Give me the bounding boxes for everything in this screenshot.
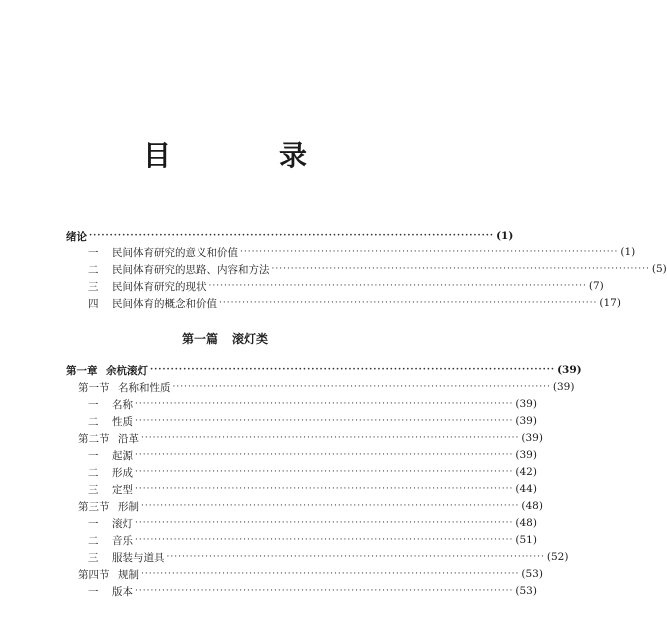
toc-entry-label: 民间体育研究的意义和价值 xyxy=(112,246,238,259)
toc-page-number: (42) xyxy=(515,466,537,478)
toc-page-number: (39) xyxy=(552,381,575,393)
toc-page-number: (1) xyxy=(620,246,636,258)
toc-entry-section[interactable] xyxy=(78,566,543,582)
toc-page-number: (39) xyxy=(515,449,537,461)
toc-page-number: (1) xyxy=(496,230,514,242)
toc-entry-label: 性质 xyxy=(112,415,133,428)
toc-entry-number: 三 xyxy=(88,483,99,496)
toc-entry-label: 形成 xyxy=(112,466,133,479)
toc-entry[interactable] xyxy=(88,278,604,294)
toc-entry[interactable] xyxy=(88,261,667,277)
toc-entry-label: 版本 xyxy=(112,585,133,598)
part-number: 第一篇 xyxy=(181,332,218,346)
toc-leader-dots: ·································································································· xyxy=(135,416,514,426)
toc-entry-section[interactable] xyxy=(78,430,543,446)
toc-entry-number: 二 xyxy=(88,415,99,428)
toc-page-number: (39) xyxy=(557,364,582,376)
toc-entry[interactable] xyxy=(88,295,621,311)
toc-entry-number: 一 xyxy=(88,398,99,411)
toc-entry-chapter[interactable] xyxy=(66,362,582,378)
toc-entry-number: 一 xyxy=(88,449,99,462)
toc-leader-dots: ·································································································· xyxy=(219,298,598,308)
toc-entry-label: 名称 xyxy=(112,398,133,411)
toc-entry-label: 滚灯 xyxy=(112,517,133,530)
toc-leader-dots: ·································································································· xyxy=(135,450,514,460)
toc-page-number: (5) xyxy=(651,263,667,275)
toc-entry-number: 第四节 xyxy=(78,568,110,581)
toc-leader-dots: ·································································································· xyxy=(240,247,619,257)
toc-leader-dots: ·································································································· xyxy=(208,281,587,291)
toc-entry-label: 民间体育的概念和价值 xyxy=(112,297,217,310)
toc-leader-dots: ·································································································· xyxy=(150,365,556,375)
toc-entry-label: 形制 xyxy=(118,500,139,513)
toc-entry-number: 第一章 xyxy=(66,364,98,377)
toc-entry-number: 第二节 xyxy=(78,432,110,445)
toc-entry-number: 一 xyxy=(88,246,99,259)
toc-leader-dots: ·································································································· xyxy=(135,467,514,477)
toc-entry-label: 民间体育研究的思路、内容和方法 xyxy=(112,263,270,276)
toc-entry-number: 三 xyxy=(88,280,99,293)
toc-entry-number: 二 xyxy=(88,534,99,547)
toc-entry-number: 一 xyxy=(88,517,99,530)
toc-entry[interactable] xyxy=(88,244,636,260)
toc-page-number: (52) xyxy=(546,551,569,563)
toc-entry-number: 四 xyxy=(88,297,99,310)
toc-entry-section[interactable] xyxy=(78,379,575,395)
toc-leader-dots: ·································································································· xyxy=(141,501,520,511)
toc-entry-label: 规制 xyxy=(118,568,139,581)
toc-page-number: (53) xyxy=(521,568,543,580)
page-title: 目 录 xyxy=(142,139,347,172)
toc-leader-dots: ·································································································· xyxy=(135,484,514,494)
toc-page-number: (39) xyxy=(515,398,537,410)
toc-entry-label: 起源 xyxy=(112,449,133,462)
toc-page-number: (53) xyxy=(515,585,537,597)
toc-page-number: (39) xyxy=(521,432,543,444)
toc-entry-label: 名称和性质 xyxy=(118,381,171,394)
toc-page-number: (7) xyxy=(588,280,604,292)
toc-entry-label: 服装与道具 xyxy=(112,551,165,564)
toc-entry-label: 绪论 xyxy=(66,230,87,243)
toc-entry-number: 第三节 xyxy=(78,500,110,513)
toc-entry[interactable] xyxy=(88,515,537,531)
toc-entry-number: 第一节 xyxy=(78,381,110,394)
toc-entry[interactable] xyxy=(88,583,537,599)
toc-entry-number: 三 xyxy=(88,551,99,564)
toc-leader-dots: ·································································································· xyxy=(141,433,520,443)
toc-leader-dots: ·································································································· xyxy=(135,518,514,528)
part-heading[interactable] xyxy=(0,330,450,347)
toc-leader-dots: ·································································································· xyxy=(135,535,514,545)
toc-page-number: (51) xyxy=(515,534,537,546)
toc-entry-label: 余杭滚灯 xyxy=(106,364,148,377)
toc-entry[interactable] xyxy=(88,464,537,480)
toc-entry[interactable] xyxy=(88,413,537,429)
toc-leader-dots: ·································································································· xyxy=(135,399,514,409)
toc-entry-label: 民间体育研究的现状 xyxy=(112,280,207,293)
toc-entry-label: 定型 xyxy=(112,483,133,496)
toc-page-number: (39) xyxy=(515,415,537,427)
toc-page-number: (48) xyxy=(515,517,537,529)
toc-entry-number: 二 xyxy=(88,466,99,479)
toc-entry-section[interactable] xyxy=(78,498,543,514)
toc-leader-dots: ·································································································· xyxy=(271,264,650,274)
toc-entry[interactable] xyxy=(88,447,537,463)
toc-leader-dots: ·································································································· xyxy=(172,382,551,392)
part-label: 滚灯类 xyxy=(232,332,269,346)
toc-entry[interactable] xyxy=(88,481,537,497)
toc-entry-label: 音乐 xyxy=(112,534,133,547)
toc-leader-dots: ·································································································· xyxy=(135,586,514,596)
toc-entry-label: 沿革 xyxy=(118,432,139,445)
toc-page-number: (44) xyxy=(515,483,537,495)
toc-entry-number: 二 xyxy=(88,263,99,276)
toc-leader-dots: ·································································································· xyxy=(141,569,520,579)
toc-entry[interactable] xyxy=(88,396,537,412)
toc-page-number: (17) xyxy=(599,297,621,309)
toc-entry[interactable] xyxy=(88,549,569,565)
toc-entry-intro[interactable] xyxy=(66,228,514,244)
toc-leader-dots: ·································································································· xyxy=(89,231,495,241)
toc-leader-dots: ·································································································· xyxy=(166,552,545,562)
toc-page-number: (48) xyxy=(521,500,543,512)
toc-entry-number: 一 xyxy=(88,585,99,598)
toc-entry[interactable] xyxy=(88,532,537,548)
